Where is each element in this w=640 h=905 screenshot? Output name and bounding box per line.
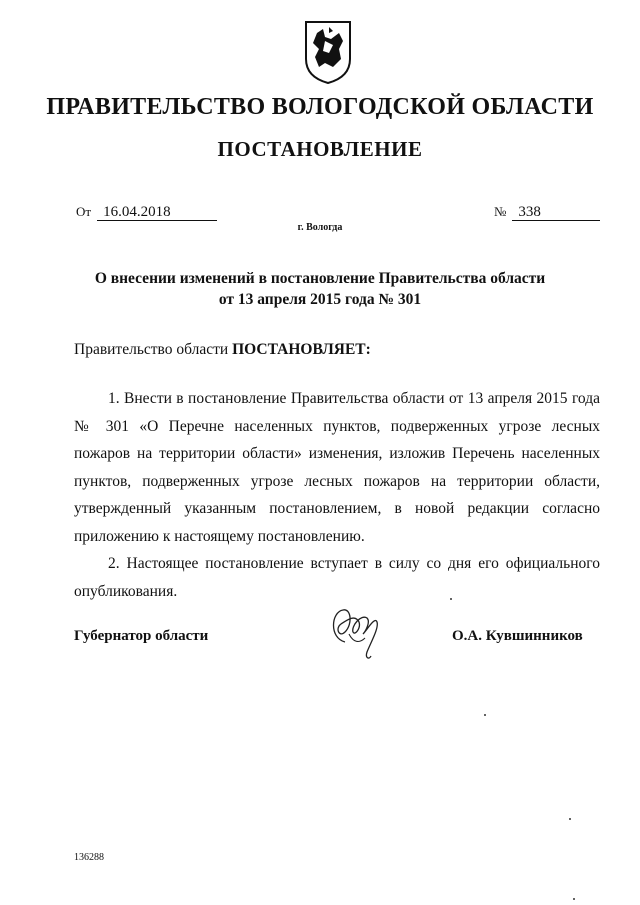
- preamble-emphasis: ПОСТАНОВЛЯЕТ:: [232, 341, 371, 358]
- handwritten-signature-icon: [325, 602, 385, 664]
- subject-line-2: от 13 апреля 2015 года № 301: [218, 291, 422, 308]
- document-type: ПОСТАНОВЛЕНИЕ: [217, 137, 423, 161]
- signer-position: Губернатор области: [74, 628, 209, 644]
- date-field: [76, 204, 217, 221]
- number-prefix: №: [494, 204, 507, 219]
- preamble: [74, 341, 371, 359]
- paragraph-2: 2. Настоящее постановление вступает в силу со дня его официального опубликования.: [74, 555, 600, 600]
- city-label: г. Вологда: [297, 222, 343, 233]
- document-body: [74, 385, 600, 605]
- paragraph-1: 1. Внести в постановление Правительства области от 13 апреля 2015 года № 301 «О Перечне населенных пунктов, подверженных угрозе лесных пожаров на территории области» изменения, изложив Перечень населенных пунктов, подверженных угрозе лесных пожаров на территории области, утвержденный указанным постановлением, в новой редакции согласно приложению к настоящему постановлению.: [74, 390, 600, 545]
- signer-name: О.А. Кувшинников: [452, 628, 583, 644]
- footer-code: 136288: [74, 852, 104, 863]
- preamble-text: Правительство области: [74, 341, 233, 358]
- subject-line-1: О внесении изменений в постановление Правительства области: [94, 270, 546, 287]
- document-number: 338: [512, 204, 600, 221]
- government-name: ПРАВИТЕЛЬСТВО ВОЛОГОДСКОЙ ОБЛАСТИ: [46, 94, 594, 120]
- scan-speck: [484, 714, 486, 716]
- number-field: [494, 204, 600, 221]
- scan-speck: [573, 898, 575, 900]
- scan-speck: [569, 818, 571, 820]
- date-prefix: От: [76, 204, 92, 219]
- document-subject: [60, 268, 580, 310]
- scan-speck: [450, 598, 452, 600]
- coat-of-arms-icon: [303, 19, 353, 85]
- document-date: 16.04.2018: [97, 204, 217, 221]
